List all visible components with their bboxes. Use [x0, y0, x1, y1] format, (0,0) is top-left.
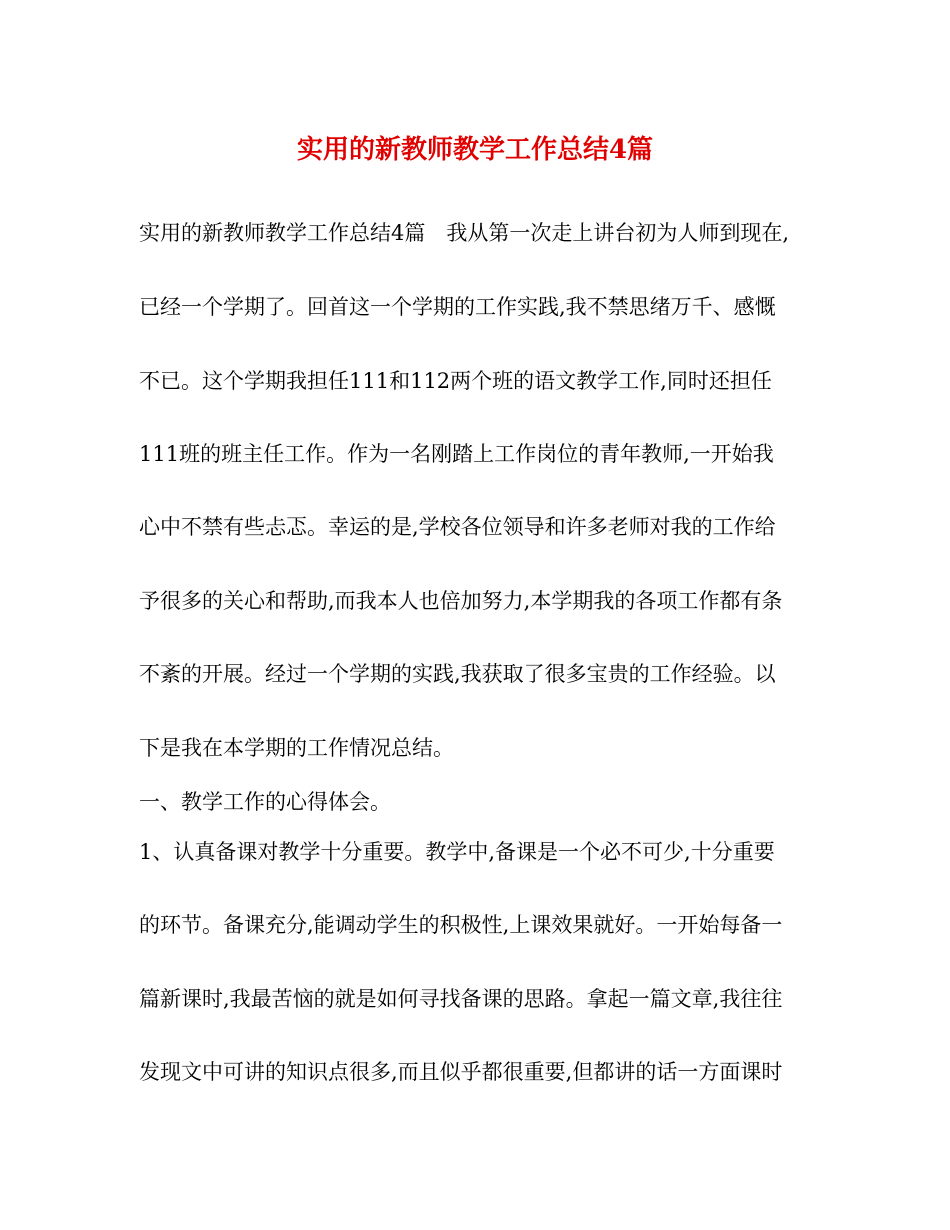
- section-heading: 一、教学工作的心得体会。: [139, 790, 391, 814]
- body-line: 111班的班主任工作。作为一名刚踏上工作岗位的青年教师,一开始我: [139, 442, 774, 466]
- document-title: 实用的新教师教学工作总结4篇: [296, 135, 654, 165]
- body-line: 实用的新教师教学工作总结4篇 我从第一次走上讲台初为人师到现在,: [139, 221, 790, 245]
- body-line: 已经一个学期了。回首这一个学期的工作实践,我不禁思绪万千、感慨: [139, 295, 776, 319]
- body-line: 篇新课时,我最苦恼的就是如何寻找备课的思路。拿起一篇文章,我往往: [139, 987, 783, 1011]
- body-line: 的环节。备课充分,能调动学生的积极性,上课效果就好。一开始每备一: [139, 913, 783, 937]
- body-line: 发现文中可讲的知识点很多,而且似乎都很重要,但都讲的话一方面课时: [139, 1060, 783, 1084]
- body-line: 心中不禁有些忐忑。幸运的是,学校各位领导和许多老师对我的工作给: [139, 515, 776, 539]
- body-line: 不紊的开展。经过一个学期的实践,我获取了很多宝贵的工作经验。以: [139, 662, 776, 686]
- body-line: 不已。这个学期我担任111和112两个班的语文教学工作,同时还担任: [139, 369, 772, 393]
- body-line: 1、认真备课对教学十分重要。教学中,备课是一个必不可少,十分重要: [139, 840, 775, 864]
- body-line: 下是我在本学期的工作情况总结。: [139, 736, 454, 760]
- body-line: 予很多的关心和帮助,而我本人也倍加努力,本学期我的各项工作都有条: [139, 589, 783, 613]
